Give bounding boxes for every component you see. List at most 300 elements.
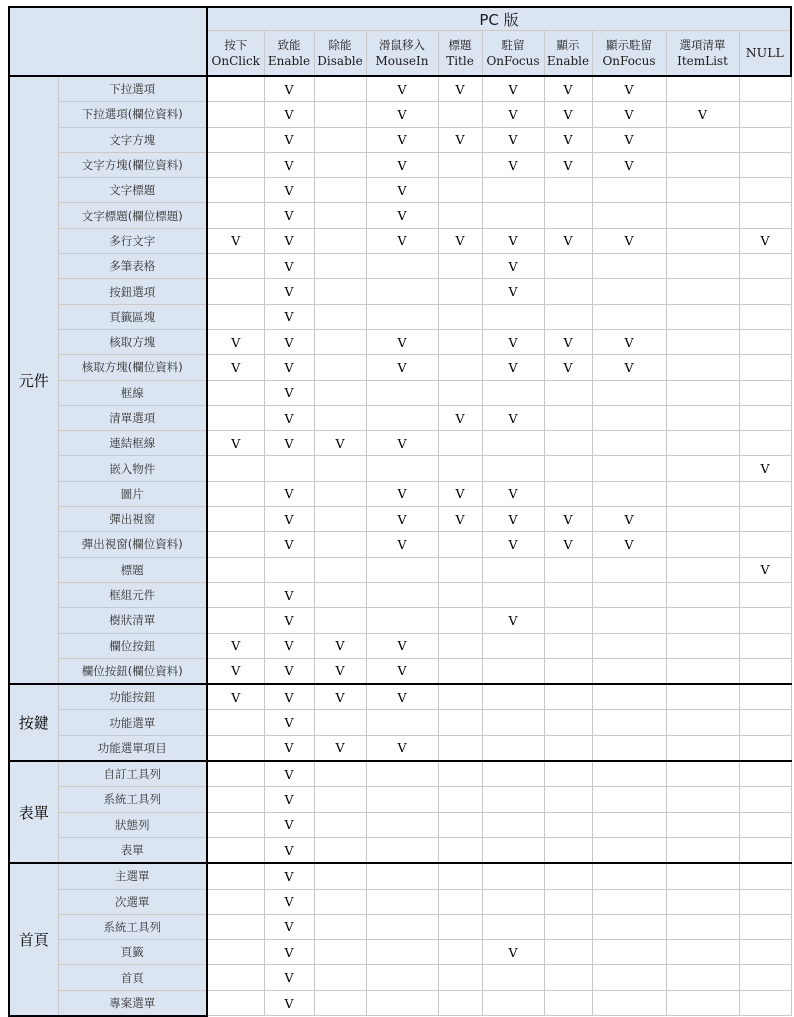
empty-cell	[482, 658, 544, 684]
row-label: 下拉選項(欄位資料)	[58, 102, 207, 127]
empty-cell	[592, 431, 666, 456]
empty-cell	[482, 710, 544, 735]
empty-cell	[666, 557, 739, 582]
table-row	[9, 178, 791, 203]
empty-cell	[544, 710, 592, 735]
row-label: 彈出視窗(欄位資料)	[58, 532, 207, 557]
empty-cell	[207, 279, 264, 304]
empty-cell	[544, 787, 592, 812]
check-mark: V	[482, 254, 544, 279]
empty-cell	[592, 658, 666, 684]
table-row	[9, 990, 791, 1016]
column-header	[592, 31, 666, 77]
empty-cell	[592, 481, 666, 506]
check-mark: V	[366, 658, 438, 684]
empty-cell	[739, 787, 791, 812]
empty-cell	[739, 254, 791, 279]
check-mark: V	[207, 431, 264, 456]
column-header	[739, 31, 791, 77]
empty-cell	[438, 990, 482, 1016]
row-label: 框組元件	[58, 582, 207, 607]
check-mark: V	[264, 532, 314, 557]
check-mark: V	[314, 431, 366, 456]
check-mark: V	[482, 532, 544, 557]
check-mark: V	[592, 127, 666, 152]
empty-cell	[739, 965, 791, 990]
empty-cell	[207, 304, 264, 329]
empty-cell	[666, 837, 739, 863]
check-mark: V	[264, 329, 314, 354]
empty-cell	[438, 279, 482, 304]
empty-cell	[739, 355, 791, 380]
empty-cell	[366, 965, 438, 990]
empty-cell	[544, 203, 592, 228]
check-mark: V	[264, 965, 314, 990]
empty-cell	[314, 608, 366, 633]
empty-cell	[482, 965, 544, 990]
empty-cell	[207, 990, 264, 1016]
empty-cell	[739, 812, 791, 837]
empty-cell	[666, 431, 739, 456]
column-header-en: Disable	[317, 54, 363, 68]
empty-cell	[739, 304, 791, 329]
empty-cell	[592, 557, 666, 582]
empty-cell	[207, 152, 264, 177]
check-mark: V	[264, 735, 314, 761]
row-label: 系統工具列	[58, 914, 207, 939]
empty-cell	[438, 837, 482, 863]
check-mark: V	[544, 152, 592, 177]
header-corner	[9, 7, 207, 76]
check-mark: V	[264, 481, 314, 506]
check-mark: V	[366, 127, 438, 152]
empty-cell	[207, 787, 264, 812]
empty-cell	[666, 279, 739, 304]
empty-cell	[482, 633, 544, 658]
empty-cell	[366, 304, 438, 329]
check-mark: V	[264, 582, 314, 607]
table-row	[9, 735, 791, 761]
empty-cell	[739, 329, 791, 354]
empty-cell	[366, 837, 438, 863]
check-mark: V	[544, 507, 592, 532]
table-row	[9, 329, 791, 354]
table-row	[9, 608, 791, 633]
row-label: 下拉選項	[58, 76, 207, 102]
check-mark: V	[482, 152, 544, 177]
row-label: 嵌入物件	[58, 456, 207, 481]
empty-cell	[314, 710, 366, 735]
empty-cell	[666, 940, 739, 965]
version-title: PC 版	[207, 7, 791, 31]
empty-cell	[592, 787, 666, 812]
empty-cell	[544, 863, 592, 889]
table-row	[9, 431, 791, 456]
row-label: 核取方塊(欄位資料)	[58, 355, 207, 380]
check-mark: V	[438, 228, 482, 253]
column-header-zh: 滑鼠移入	[379, 38, 425, 52]
empty-cell	[666, 965, 739, 990]
empty-cell	[592, 380, 666, 405]
empty-cell	[207, 380, 264, 405]
check-mark: V	[366, 735, 438, 761]
empty-cell	[482, 582, 544, 607]
empty-cell	[666, 329, 739, 354]
empty-cell	[207, 405, 264, 430]
check-mark: V	[544, 102, 592, 127]
empty-cell	[666, 684, 739, 710]
check-mark: V	[264, 405, 314, 430]
empty-cell	[739, 837, 791, 863]
check-mark: V	[366, 684, 438, 710]
empty-cell	[544, 990, 592, 1016]
column-header-zh: 駐留	[501, 38, 525, 52]
column-header	[438, 31, 482, 77]
empty-cell	[438, 965, 482, 990]
check-mark: V	[264, 254, 314, 279]
row-label: 核取方塊	[58, 329, 207, 354]
empty-cell	[592, 914, 666, 939]
row-label: 頁籤	[58, 940, 207, 965]
empty-cell	[739, 431, 791, 456]
empty-cell	[264, 557, 314, 582]
empty-cell	[207, 557, 264, 582]
empty-cell	[438, 304, 482, 329]
check-mark: V	[482, 228, 544, 253]
check-mark: V	[592, 152, 666, 177]
empty-cell	[366, 914, 438, 939]
check-mark: V	[264, 710, 314, 735]
check-mark: V	[482, 102, 544, 127]
empty-cell	[438, 456, 482, 481]
table-row	[9, 76, 791, 102]
empty-cell	[544, 812, 592, 837]
empty-cell	[314, 990, 366, 1016]
empty-cell	[592, 889, 666, 914]
empty-cell	[592, 710, 666, 735]
empty-cell	[544, 481, 592, 506]
empty-cell	[314, 254, 366, 279]
event-support-matrix	[8, 6, 792, 1017]
empty-cell	[482, 456, 544, 481]
empty-cell	[438, 914, 482, 939]
table-row	[9, 304, 791, 329]
check-mark: V	[482, 329, 544, 354]
empty-cell	[438, 761, 482, 787]
check-mark: V	[482, 608, 544, 633]
column-header	[544, 31, 592, 77]
column-header-en: OnFocus	[602, 54, 656, 68]
empty-cell	[207, 735, 264, 761]
empty-cell	[366, 761, 438, 787]
check-mark: V	[366, 228, 438, 253]
table-row	[9, 965, 791, 990]
table-row	[9, 914, 791, 939]
column-header-en: NULL	[745, 45, 784, 60]
empty-cell	[366, 582, 438, 607]
check-mark: V	[264, 380, 314, 405]
check-mark: V	[366, 76, 438, 102]
empty-cell	[666, 787, 739, 812]
empty-cell	[544, 608, 592, 633]
empty-cell	[592, 254, 666, 279]
empty-cell	[666, 76, 739, 102]
column-header-zh: 選項清單	[679, 38, 726, 52]
check-mark: V	[314, 658, 366, 684]
empty-cell	[366, 405, 438, 430]
empty-cell	[482, 863, 544, 889]
check-mark: V	[366, 532, 438, 557]
empty-cell	[739, 178, 791, 203]
empty-cell	[314, 456, 366, 481]
empty-cell	[314, 940, 366, 965]
table-row	[9, 380, 791, 405]
empty-cell	[366, 812, 438, 837]
empty-cell	[544, 557, 592, 582]
empty-cell	[207, 254, 264, 279]
row-label: 自訂工具列	[58, 761, 207, 787]
check-mark: V	[739, 557, 791, 582]
check-mark: V	[264, 76, 314, 102]
check-mark: V	[264, 608, 314, 633]
table-row	[9, 557, 791, 582]
empty-cell	[438, 329, 482, 354]
check-mark: V	[366, 178, 438, 203]
row-label: 欄位按鈕(欄位資料)	[58, 658, 207, 684]
empty-cell	[544, 431, 592, 456]
empty-cell	[482, 761, 544, 787]
row-label: 狀態列	[58, 812, 207, 837]
empty-cell	[438, 940, 482, 965]
empty-cell	[544, 405, 592, 430]
matrix-body	[9, 76, 791, 1016]
check-mark: V	[264, 990, 314, 1016]
check-mark: V	[366, 481, 438, 506]
empty-cell	[366, 608, 438, 633]
empty-cell	[207, 481, 264, 506]
column-header-en: MouseIn	[375, 54, 429, 68]
empty-cell	[666, 380, 739, 405]
table-row	[9, 203, 791, 228]
row-label: 功能選單	[58, 710, 207, 735]
empty-cell	[666, 405, 739, 430]
row-label: 首頁	[58, 965, 207, 990]
empty-cell	[314, 228, 366, 253]
empty-cell	[207, 863, 264, 889]
empty-cell	[739, 102, 791, 127]
check-mark: V	[264, 431, 314, 456]
table-row	[9, 787, 791, 812]
empty-cell	[314, 787, 366, 812]
check-mark: V	[264, 633, 314, 658]
empty-cell	[438, 102, 482, 127]
empty-cell	[482, 684, 544, 710]
check-mark: V	[482, 279, 544, 304]
table-row	[9, 812, 791, 837]
empty-cell	[544, 304, 592, 329]
empty-cell	[314, 532, 366, 557]
check-mark: V	[592, 355, 666, 380]
check-mark: V	[264, 127, 314, 152]
row-label: 文字標題(欄位標題)	[58, 203, 207, 228]
empty-cell	[739, 380, 791, 405]
empty-cell	[482, 203, 544, 228]
empty-cell	[592, 735, 666, 761]
empty-cell	[544, 940, 592, 965]
empty-cell	[666, 355, 739, 380]
column-header	[314, 31, 366, 77]
empty-cell	[207, 812, 264, 837]
column-header-zh: 除能	[328, 38, 352, 52]
empty-cell	[592, 203, 666, 228]
empty-cell	[438, 203, 482, 228]
empty-cell	[366, 787, 438, 812]
empty-cell	[666, 152, 739, 177]
row-label: 彈出視窗	[58, 507, 207, 532]
empty-cell	[482, 431, 544, 456]
empty-cell	[666, 254, 739, 279]
check-mark: V	[207, 228, 264, 253]
column-header-en: Enable	[267, 54, 311, 68]
column-header-en: Title	[446, 54, 474, 68]
check-mark: V	[666, 102, 739, 127]
empty-cell	[592, 863, 666, 889]
check-mark: V	[207, 633, 264, 658]
empty-cell	[666, 889, 739, 914]
row-label: 樹狀清單	[58, 608, 207, 633]
empty-cell	[592, 940, 666, 965]
empty-cell	[592, 812, 666, 837]
empty-cell	[666, 582, 739, 607]
check-mark: V	[544, 532, 592, 557]
empty-cell	[438, 254, 482, 279]
empty-cell	[739, 761, 791, 787]
table-row	[9, 279, 791, 304]
empty-cell	[544, 761, 592, 787]
group-label: 按鍵	[9, 684, 58, 761]
column-header-zh: 標題	[448, 38, 472, 52]
check-mark: V	[264, 863, 314, 889]
row-label: 清單選項	[58, 405, 207, 430]
check-mark: V	[264, 507, 314, 532]
table-row	[9, 102, 791, 127]
empty-cell	[544, 633, 592, 658]
check-mark: V	[482, 355, 544, 380]
empty-cell	[314, 889, 366, 914]
empty-cell	[544, 658, 592, 684]
check-mark: V	[264, 304, 314, 329]
empty-cell	[482, 914, 544, 939]
table-row	[9, 940, 791, 965]
empty-cell	[314, 304, 366, 329]
check-mark: V	[207, 329, 264, 354]
column-header	[482, 31, 544, 77]
empty-cell	[666, 914, 739, 939]
empty-cell	[666, 735, 739, 761]
empty-cell	[207, 761, 264, 787]
table-row	[9, 532, 791, 557]
empty-cell	[314, 178, 366, 203]
row-label: 次選單	[58, 889, 207, 914]
empty-cell	[544, 965, 592, 990]
empty-cell	[666, 812, 739, 837]
empty-cell	[314, 405, 366, 430]
empty-cell	[739, 940, 791, 965]
empty-cell	[314, 380, 366, 405]
empty-cell	[366, 940, 438, 965]
empty-cell	[264, 456, 314, 481]
row-label: 多行文字	[58, 228, 207, 253]
empty-cell	[592, 837, 666, 863]
empty-cell	[666, 608, 739, 633]
table-row	[9, 582, 791, 607]
empty-cell	[482, 837, 544, 863]
check-mark: V	[482, 405, 544, 430]
empty-cell	[666, 456, 739, 481]
column-header-zh: 按下	[224, 38, 248, 52]
row-label: 標題	[58, 557, 207, 582]
empty-cell	[314, 329, 366, 354]
column-header-en: OnClick	[211, 54, 260, 68]
check-mark: V	[264, 279, 314, 304]
empty-cell	[438, 355, 482, 380]
check-mark: V	[314, 735, 366, 761]
column-header	[264, 31, 314, 77]
empty-cell	[438, 431, 482, 456]
check-mark: V	[482, 507, 544, 532]
empty-cell	[739, 76, 791, 102]
check-mark: V	[592, 102, 666, 127]
empty-cell	[314, 837, 366, 863]
check-mark: V	[592, 329, 666, 354]
check-mark: V	[366, 431, 438, 456]
empty-cell	[544, 254, 592, 279]
empty-cell	[666, 761, 739, 787]
empty-cell	[314, 355, 366, 380]
empty-cell	[739, 582, 791, 607]
empty-cell	[314, 863, 366, 889]
empty-cell	[482, 178, 544, 203]
empty-cell	[544, 914, 592, 939]
group-label: 首頁	[9, 863, 58, 1016]
empty-cell	[739, 684, 791, 710]
check-mark: V	[592, 76, 666, 102]
check-mark: V	[366, 152, 438, 177]
empty-cell	[666, 532, 739, 557]
empty-cell	[482, 812, 544, 837]
table-row	[9, 761, 791, 787]
table-row	[9, 507, 791, 532]
column-header-zh: 致能	[277, 38, 301, 52]
check-mark: V	[544, 329, 592, 354]
row-label: 頁籤區塊	[58, 304, 207, 329]
empty-cell	[666, 304, 739, 329]
empty-cell	[739, 203, 791, 228]
empty-cell	[438, 684, 482, 710]
check-mark: V	[544, 127, 592, 152]
empty-cell	[666, 127, 739, 152]
empty-cell	[739, 633, 791, 658]
empty-cell	[739, 405, 791, 430]
check-mark: V	[366, 355, 438, 380]
check-mark: V	[438, 76, 482, 102]
empty-cell	[438, 735, 482, 761]
column-header-zh: 顯示駐留	[606, 38, 652, 52]
table-row	[9, 152, 791, 177]
table-row	[9, 228, 791, 253]
empty-cell	[438, 380, 482, 405]
row-label: 按鈕選項	[58, 279, 207, 304]
